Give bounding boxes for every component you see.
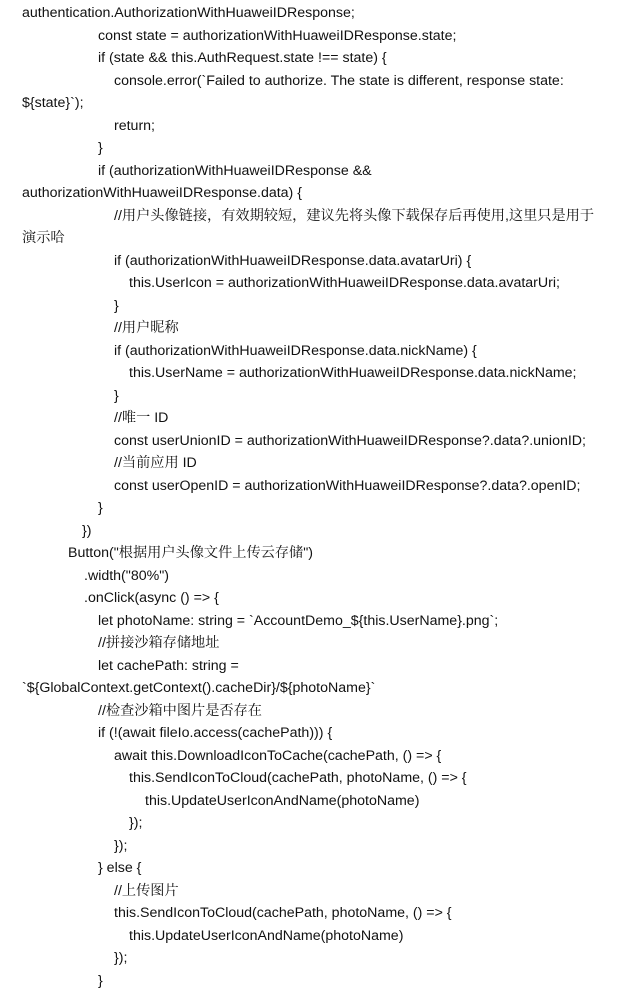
code-line: //上传图片 (0, 880, 640, 903)
code-line: const userUnionID = authorizationWithHuaweiIDResponse?.data?.unionID; (0, 430, 640, 453)
code-line: } else { (0, 857, 640, 880)
code-line: this.UserName = authorizationWithHuaweiIDResponse.data.nickName; (0, 362, 640, 385)
code-line: } (0, 385, 640, 408)
code-line: } (0, 295, 640, 318)
code-line: } (0, 497, 640, 520)
code-line: .onClick(async () => { (0, 587, 640, 610)
code-line: }); (0, 947, 640, 970)
code-line: if (authorizationWithHuaweiIDResponse.data.avatarUri) { (0, 250, 640, 273)
code-line: //检查沙箱中图片是否存在 (0, 700, 640, 723)
code-line: .width("80%") (0, 565, 640, 588)
code-line: this.SendIconToCloud(cachePath, photoName, () => { (0, 767, 640, 790)
code-line: if (!(await fileIo.access(cachePath))) { (0, 722, 640, 745)
code-line: }); (0, 812, 640, 835)
code-line: const state = authorizationWithHuaweiIDResponse.state; (0, 25, 640, 48)
code-line: return; (0, 115, 640, 138)
code-line: `${GlobalContext.getContext().cacheDir}/${photoName}` (0, 677, 640, 700)
code-line: if (state && this.AuthRequest.state !== state) { (0, 47, 640, 70)
code-line: this.UpdateUserIconAndName(photoName) (0, 925, 640, 948)
code-line: if (authorizationWithHuaweiIDResponse && (0, 160, 640, 183)
code-line: }) (0, 520, 640, 543)
code-line: authorizationWithHuaweiIDResponse.data) { (0, 182, 640, 205)
code-line: }); (0, 835, 640, 858)
code-line: 演示哈 (0, 227, 640, 250)
code-line: this.UpdateUserIconAndName(photoName) (0, 790, 640, 813)
code-line: this.SendIconToCloud(cachePath, photoName, () => { (0, 902, 640, 925)
code-line: ${state}`); (0, 92, 640, 115)
code-line: if (authorizationWithHuaweiIDResponse.data.nickName) { (0, 340, 640, 363)
code-line: let cachePath: string = (0, 655, 640, 678)
code-line: } (0, 137, 640, 160)
code-line: await this.DownloadIconToCache(cachePath, () => { (0, 745, 640, 768)
code-line: const userOpenID = authorizationWithHuaweiIDResponse?.data?.openID; (0, 475, 640, 498)
code-line: Button("根据用户头像文件上传云存储") (0, 542, 640, 565)
code-line: //用户昵称 (0, 317, 640, 340)
code-line: } (0, 970, 640, 992)
code-line: authentication.AuthorizationWithHuaweiIDResponse; (0, 2, 640, 25)
code-line: //用户头像链接，有效期较短，建议先将头像下载保存后再使用,这里只是用于 (0, 205, 640, 228)
code-line: //拼接沙箱存储地址 (0, 632, 640, 655)
code-line: let photoName: string = `AccountDemo_${this.UserName}.png`; (0, 610, 640, 633)
code-line: this.UserIcon = authorizationWithHuaweiIDResponse.data.avatarUri; (0, 272, 640, 295)
code-line: //唯一 ID (0, 407, 640, 430)
code-line: //当前应用 ID (0, 452, 640, 475)
code-line: console.error(`Failed to authorize. The state is different, response state: (0, 70, 640, 93)
